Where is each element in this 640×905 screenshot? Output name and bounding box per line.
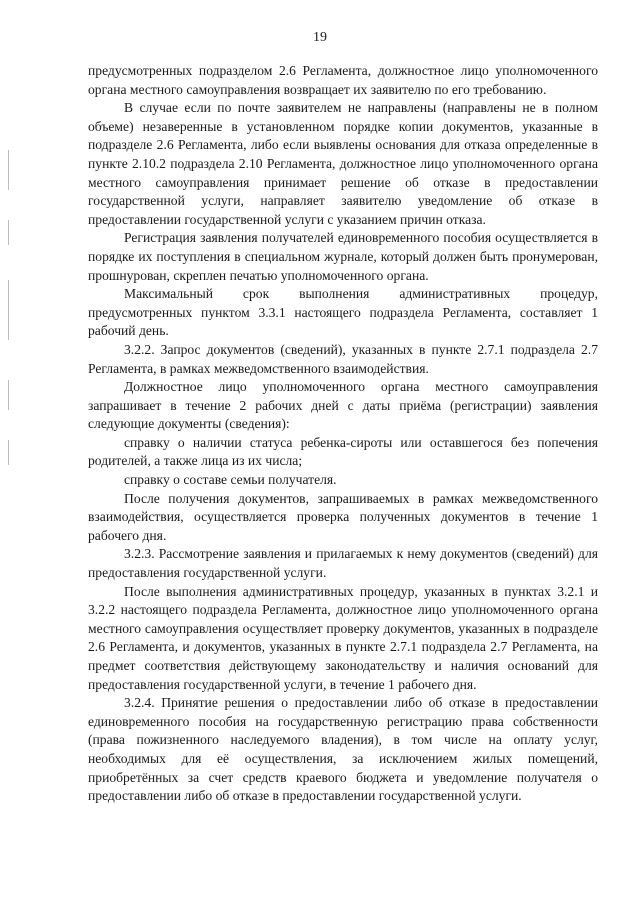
paragraph-document-check: После выполнения административных процедур, указанных в пунктах 3.2.1 и 3.2.2 настоящего подраздела Регламента, должностное лицо уполномоченного органа местного самоуправления осуществляет проверку документов, указанных в подразделе 2.6 Регламента, и документов, указанных в пункте 2.7.1 подраздела 2.7 Регламента, на предмет соответствия действующему законодательству и наличия оснований для предоставления государственной услуги, в течение 1 рабочего дня.: [88, 583, 598, 692]
page-number: 19: [313, 30, 327, 45]
paragraph-registration: Регистрация заявления получателей единовременного пособия осуществляется в порядке их поступления в специальном журнале, который должен быть пронумерован, прошнурован, скреплен печатью уполномоченного органа.: [88, 230, 598, 283]
section-3-2-4-heading: 3.2.4. Принятие решения о предоставлении либо об отказе в предоставлении единовременного пособия на государственную регистрацию права собственности (права пожизненного наследуемого владения), в том числе на оплату услуг, необходимых для её осуществления, за исключением жилых помещений, приобретённых за счет средств краевого бюджета и уведомление получателя о предоставлении либо об отказе в предоставлении государственной услуги.: [88, 695, 598, 804]
section-3-2-3-heading: 3.2.3. Рассмотрение заявления и прилагаемых к нему документов (сведений) для предоставления государственной услуги.: [88, 546, 598, 581]
list-item-orphan-status: справку о наличии статуса ребенка-сироты или оставшегося без попечения родителей, а также лица из их числа;: [88, 434, 598, 469]
paragraph-continuation: предусмотренных подразделом 2.6 Регламента, должностное лицо уполномоченного органа местного самоуправления возвращает их заявителю по его требованию.: [88, 63, 598, 97]
list-item-family-composition: справку о составе семьи получателя.: [124, 472, 337, 488]
scan-edge-marks: [8, 150, 10, 470]
paragraph-request-docs: Должностное лицо уполномоченного органа местного самоуправления запрашивает в течение 2 рабочих дней с даты приёма (регистрации) заявления следующие документы (сведения):: [88, 379, 598, 432]
paragraph-refusal: В случае если по почте заявителем не направлены (направлены не в полном объеме) незаверенные в установленном порядке копии документов, указанные в подразделе 2.6 Регламента, либо если выявлены основания для отказа определенные в пункте 2.10.2 подраздела 2.10 Регламента, должностное лицо уполномоченного органа местного самоуправления принимает решение об отказе в предоставлении государственной услуги, направляет заявителю уведомление об отказе в предоставлении государственной услуги с указанием причин отказа.: [88, 100, 598, 227]
paragraph-after-receipt: После получения документов, запрашиваемых в рамках межведомственного взаимодействия, осуществляется проверка полученных документов в течение 1 рабочего дня.: [88, 490, 598, 543]
paragraph-max-term: Максимальный срок выполнения административных процедур, предусмотренных пунктом 3.3.1 настоящего подраздела Регламента, составляет 1 рабочий день.: [88, 286, 598, 339]
document-body: [88, 62, 598, 806]
section-3-2-2-heading: 3.2.2. Запрос документов (сведений), указанных в пункте 2.7.1 подраздела 2.7 Регламента, в рамках межведомственного взаимодействия.: [88, 341, 598, 376]
